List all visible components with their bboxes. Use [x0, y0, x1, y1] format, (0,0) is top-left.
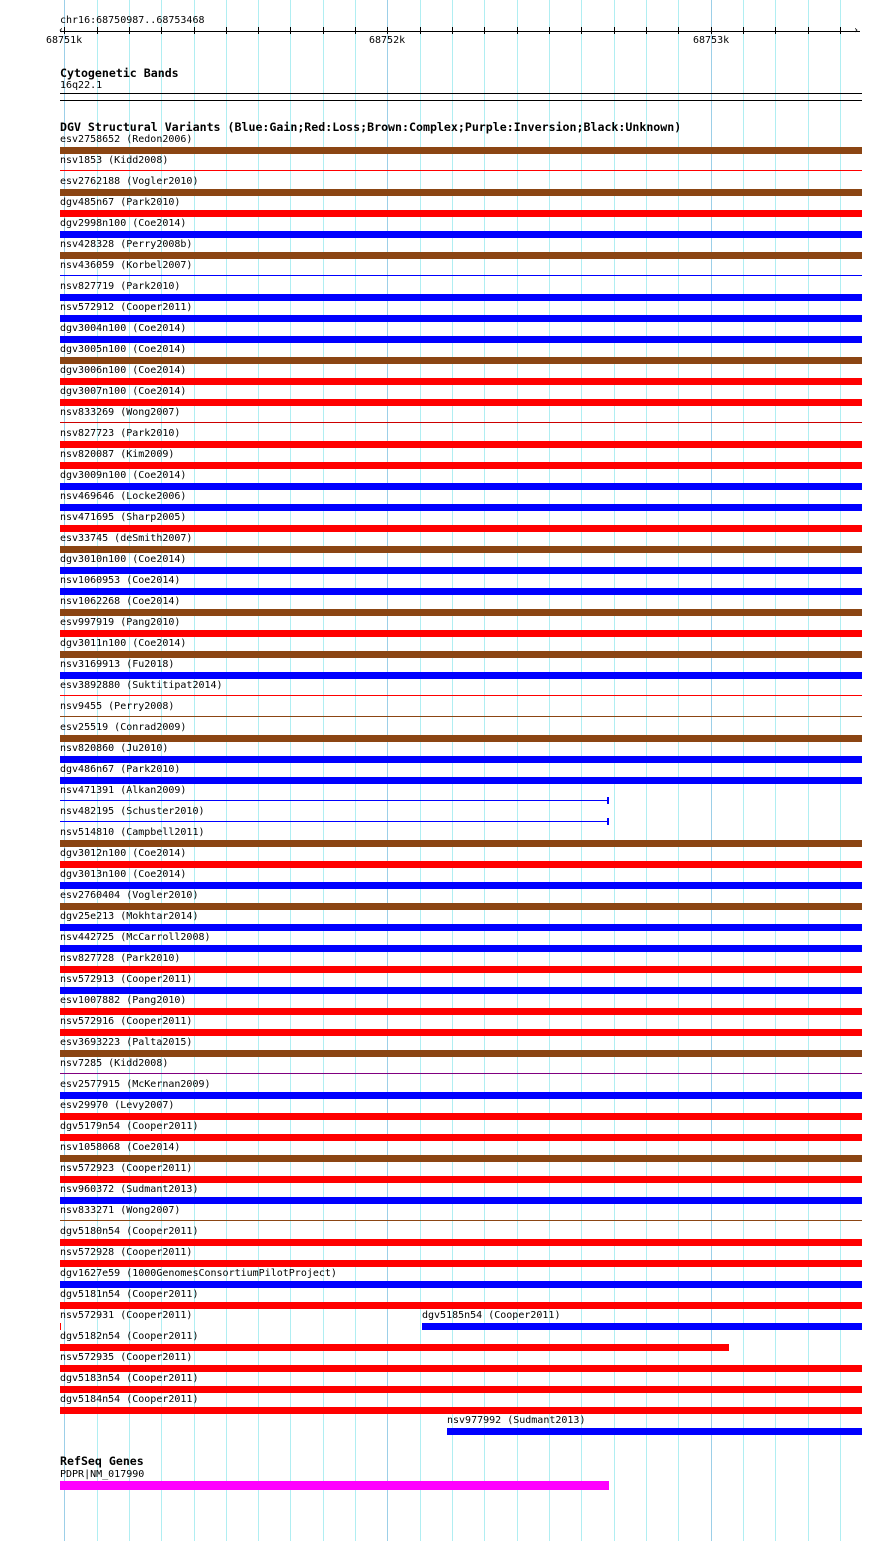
variant-feature[interactable] [60, 777, 862, 784]
variant-label: dgv5180n54 (Cooper2011) [60, 1226, 199, 1237]
variant-label: dgv3011n100 (Coe2014) [60, 638, 187, 649]
ruler-tick [614, 27, 615, 34]
variant-feature[interactable] [60, 294, 862, 301]
variant-feature[interactable] [60, 903, 862, 910]
variant-label: nsv827728 (Park2010) [60, 953, 181, 964]
variant-label: dgv3009n100 (Coe2014) [60, 470, 187, 481]
variant-feature[interactable] [60, 1197, 862, 1204]
variant-feature[interactable] [60, 945, 862, 952]
variant-label: esv1007882 (Pang2010) [60, 995, 187, 1006]
ruler-tick [484, 27, 485, 34]
variant-label: nsv572912 (Cooper2011) [60, 302, 193, 313]
variant-label: nsv572923 (Cooper2011) [60, 1163, 193, 1174]
ruler-tick [743, 27, 744, 34]
variant-label: nsv1060953 (Coe2014) [60, 575, 181, 586]
variant-label: nsv827723 (Park2010) [60, 428, 181, 439]
ruler-tick [775, 27, 776, 34]
variant-feature[interactable] [60, 1323, 61, 1330]
variant-label: esv29970 (Levy2007) [60, 1100, 175, 1111]
variant-label: nsv833271 (Wong2007) [60, 1205, 181, 1216]
variant-feature[interactable] [60, 1092, 862, 1099]
variant-label: nsv482195 (Schuster2010) [60, 806, 205, 817]
variant-feature[interactable] [60, 525, 862, 532]
variant-feature[interactable] [60, 821, 608, 822]
ruler-tick [64, 27, 65, 34]
variant-feature[interactable] [60, 1302, 862, 1309]
variant-feature[interactable] [60, 651, 862, 658]
variant-feature[interactable] [60, 840, 862, 847]
variant-feature[interactable] [447, 1428, 862, 1435]
variant-label: esv25519 (Conrad2009) [60, 722, 187, 733]
variant-feature[interactable] [60, 588, 862, 595]
ruler-line [60, 31, 860, 32]
gene-label: PDPR|NM_017990 [60, 1469, 145, 1480]
variant-label: dgv2998n100 (Coe2014) [60, 218, 187, 229]
variant-label: nsv469646 (Locke2006) [60, 491, 187, 502]
ruler-tick [840, 27, 841, 34]
variant-label: nsv977992 (Sudmant2013) [447, 1415, 586, 1426]
variant-feature[interactable] [60, 800, 608, 801]
ruler-major-label: 68752k [369, 35, 406, 46]
variant-feature[interactable] [60, 1407, 862, 1414]
variant-label: nsv471695 (Sharp2005) [60, 512, 187, 523]
variant-feature[interactable] [60, 756, 862, 763]
ruler-tick [258, 27, 259, 34]
ruler-tick [355, 27, 356, 34]
variant-label: nsv572913 (Cooper2011) [60, 974, 193, 985]
variant-feature[interactable] [60, 462, 862, 469]
variant-feature[interactable] [60, 567, 862, 574]
variant-end-cap [607, 797, 609, 804]
variant-feature[interactable] [60, 1113, 862, 1120]
ruler-major-label: 68753k [693, 35, 730, 46]
variant-feature[interactable] [60, 252, 862, 259]
variant-label: esv2758652 (Redon2006) [60, 134, 193, 145]
ruler-tick [97, 27, 98, 34]
variant-label: dgv486n67 (Park2010) [60, 764, 181, 775]
ruler-major-label: 68751k [46, 35, 83, 46]
variant-feature[interactable] [60, 422, 862, 423]
variant-label: nsv7285 (Kidd2008) [60, 1058, 169, 1069]
variant-label: nsv572935 (Cooper2011) [60, 1352, 193, 1363]
variant-label: dgv3012n100 (Coe2014) [60, 848, 187, 859]
variant-label: nsv428328 (Perry2008b) [60, 239, 193, 250]
ruler-tick [194, 27, 195, 34]
variant-feature[interactable] [60, 609, 862, 616]
ruler-tick [420, 27, 421, 34]
variant-label: dgv1627e59 (1000GenomesConsortiumPilotProject) [60, 1268, 337, 1279]
variant-label: nsv1853 (Kidd2008) [60, 155, 169, 166]
variant-label: nsv9455 (Perry2008) [60, 701, 175, 712]
variant-label: dgv5183n54 (Cooper2011) [60, 1373, 199, 1384]
variant-feature[interactable] [60, 735, 862, 742]
ruler-tick [323, 27, 324, 34]
variant-label: dgv3010n100 (Coe2014) [60, 554, 187, 565]
variant-label: esv2577915 (McKernan2009) [60, 1079, 211, 1090]
variant-feature[interactable] [60, 1050, 862, 1057]
ruler-tick [226, 27, 227, 34]
ruler-right-arrow-icon[interactable]: › [853, 25, 860, 36]
variant-label: nsv572931 (Cooper2011) [60, 1310, 193, 1321]
variant-feature[interactable] [60, 861, 862, 868]
dgv-track-title: DGV Structural Variants (Blue:Gain;Red:Loss;Brown:Complex;Purple:Inversion;Black:Unknown) [60, 120, 682, 134]
variant-label: dgv5185n54 (Cooper2011) [422, 1310, 561, 1321]
variant-end-cap [607, 818, 609, 825]
variant-feature[interactable] [60, 1155, 862, 1162]
variant-feature[interactable] [60, 987, 862, 994]
variant-label: nsv1062268 (Coe2014) [60, 596, 181, 607]
ruler-tick [387, 27, 388, 34]
ruler-tick [711, 27, 712, 34]
region-label: chr16:68750987..68753468 [60, 15, 205, 26]
variant-feature[interactable] [60, 1073, 862, 1074]
variant-feature[interactable] [60, 504, 862, 511]
variant-feature[interactable] [422, 1323, 862, 1330]
variant-label: nsv833269 (Wong2007) [60, 407, 181, 418]
ruler-tick [646, 27, 647, 34]
cytoband-ideogram[interactable] [60, 93, 862, 101]
variant-feature[interactable] [60, 1386, 862, 1393]
variant-label: dgv3004n100 (Coe2014) [60, 323, 187, 334]
variant-feature[interactable] [60, 1260, 862, 1267]
variant-feature[interactable] [60, 483, 862, 490]
ruler-tick [517, 27, 518, 34]
variant-feature[interactable] [60, 966, 862, 973]
ruler-tick [808, 27, 809, 34]
variant-feature[interactable] [60, 275, 862, 276]
ruler-left-arrow-icon[interactable]: ‹ [58, 25, 65, 36]
variant-feature[interactable] [60, 378, 862, 385]
variant-feature[interactable] [60, 695, 862, 696]
ruler-tick [129, 27, 130, 34]
variant-label: dgv5184n54 (Cooper2011) [60, 1394, 199, 1405]
variant-feature[interactable] [60, 231, 862, 238]
variant-label: nsv471391 (Alkan2009) [60, 785, 187, 796]
variant-label: dgv485n67 (Park2010) [60, 197, 181, 208]
variant-label: esv2760404 (Vogler2010) [60, 890, 199, 901]
variant-feature[interactable] [60, 357, 862, 364]
variant-label: dgv5182n54 (Cooper2011) [60, 1331, 199, 1342]
variant-label: nsv1058068 (Coe2014) [60, 1142, 181, 1153]
variant-label: esv3693223 (Palta2015) [60, 1037, 193, 1048]
variant-feature[interactable] [60, 1281, 862, 1288]
variant-feature[interactable] [60, 189, 862, 196]
refseq-track-title: RefSeq Genes [60, 1454, 144, 1468]
variant-feature[interactable] [60, 1176, 862, 1183]
variant-label: nsv436059 (Korbel2007) [60, 260, 193, 271]
variant-feature[interactable] [60, 441, 862, 448]
gene-feature-pdpr[interactable] [60, 1481, 609, 1490]
variant-label: dgv3007n100 (Coe2014) [60, 386, 187, 397]
variant-feature[interactable] [60, 1344, 729, 1351]
variant-feature[interactable] [60, 170, 862, 171]
variant-label: dgv5181n54 (Cooper2011) [60, 1289, 199, 1300]
variant-feature[interactable] [60, 1239, 862, 1246]
variant-feature[interactable] [60, 546, 862, 553]
variant-feature[interactable] [60, 672, 862, 679]
variant-label: esv997919 (Pang2010) [60, 617, 181, 628]
variant-label: nsv820860 (Ju2010) [60, 743, 169, 754]
variant-label: dgv5179n54 (Cooper2011) [60, 1121, 199, 1132]
variant-feature[interactable] [60, 716, 862, 717]
variant-label: nsv960372 (Sudmant2013) [60, 1184, 199, 1195]
variant-feature[interactable] [60, 924, 862, 931]
variant-label: nsv572928 (Cooper2011) [60, 1247, 193, 1258]
ruler-tick [549, 27, 550, 34]
ruler [0, 0, 890, 50]
variant-feature[interactable] [60, 882, 862, 889]
variant-feature[interactable] [60, 1008, 862, 1015]
variant-label: nsv827719 (Park2010) [60, 281, 181, 292]
variant-label: esv3892880 (Suktitipat2014) [60, 680, 223, 691]
variant-feature[interactable] [60, 1220, 862, 1221]
variant-label: esv2762188 (Vogler2010) [60, 176, 199, 187]
ruler-tick [581, 27, 582, 34]
variant-feature[interactable] [60, 630, 862, 637]
cytoband-track-title: Cytogenetic Bands [60, 66, 179, 80]
ruler-tick [678, 27, 679, 34]
ruler-tick [452, 27, 453, 34]
variant-feature[interactable] [60, 1365, 862, 1372]
cytoband-label: 16q22.1 [60, 80, 103, 91]
variant-label: nsv442725 (McCarroll2008) [60, 932, 211, 943]
variant-label: dgv3005n100 (Coe2014) [60, 344, 187, 355]
variant-label: dgv25e213 (Mokhtar2014) [60, 911, 199, 922]
variant-feature[interactable] [60, 399, 862, 406]
variant-feature[interactable] [60, 147, 862, 154]
variant-feature[interactable] [60, 336, 862, 343]
variant-feature[interactable] [60, 315, 862, 322]
variant-label: nsv514810 (Campbell2011) [60, 827, 205, 838]
ruler-tick [290, 27, 291, 34]
variant-label: esv33745 (deSmith2007) [60, 533, 193, 544]
variant-label: nsv820087 (Kim2009) [60, 449, 175, 460]
variant-label: nsv3169913 (Fu2018) [60, 659, 175, 670]
variant-label: dgv3006n100 (Coe2014) [60, 365, 187, 376]
variant-label: dgv3013n100 (Coe2014) [60, 869, 187, 880]
variant-feature[interactable] [60, 1134, 862, 1141]
variant-feature[interactable] [60, 210, 862, 217]
variant-feature[interactable] [60, 1029, 862, 1036]
variant-label: nsv572916 (Cooper2011) [60, 1016, 193, 1027]
ruler-tick [161, 27, 162, 34]
